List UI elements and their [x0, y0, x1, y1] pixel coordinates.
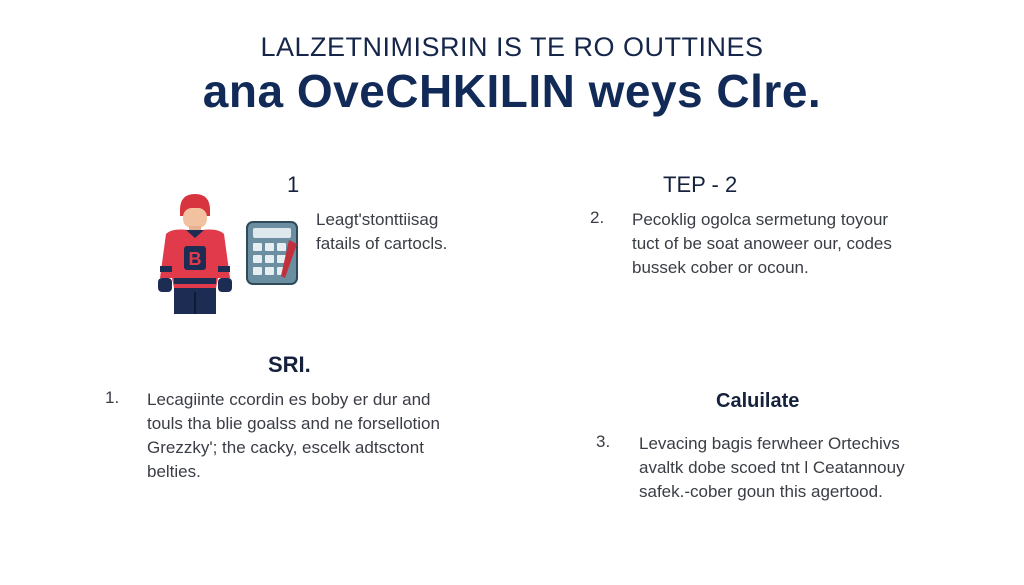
text-line: safek.-cober goun this agertood. [639, 482, 883, 501]
text-line: Levacing bagis ferwheer Ortechivs [639, 434, 900, 453]
svg-text:B: B [188, 249, 202, 269]
section-three-number: 1. [105, 388, 120, 407]
section-four-text [639, 432, 905, 504]
text-line: Grezzky'; the cacky, escelk adtsctont [147, 438, 424, 457]
title-top: LALZETNIMISRIN IS TE RO OUTTINES [260, 32, 764, 62]
section-three-heading: SRI. [268, 352, 311, 377]
text-line: touls tha blie goalss and ne forsellotion [147, 414, 440, 433]
text-line: belties. [147, 462, 201, 481]
text-line: fatails of cartocls. [316, 234, 448, 253]
text-line: Pecoklig ogolca sermetung toyour [632, 210, 889, 229]
text-line: tuct of be soat anoweer our, codes [632, 234, 892, 253]
section-two-heading: TEP - 2 [663, 172, 738, 197]
page-title: ana OveCHKILIN weys Clre. [202, 65, 822, 117]
hockey-player-icon [150, 192, 240, 318]
text-line: Leagt'stonttiisag [316, 210, 439, 229]
section-two-text [632, 208, 892, 280]
section-four-number: 3. [596, 432, 611, 451]
text-line: avaltk dobe scoed tnt l Ceatannouy [639, 458, 905, 477]
section-one-heading: 1 [287, 172, 300, 197]
text-line: bussek cober or ocoun. [632, 258, 809, 277]
section-three-text [147, 388, 440, 484]
section-four-heading: Caluilate [716, 390, 800, 412]
section-one-text [316, 208, 447, 256]
calculator-icon [245, 218, 301, 288]
text-line: Lecagiinte ccordin es boby er dur and [147, 390, 431, 409]
section-two-number: 2. [590, 208, 605, 227]
